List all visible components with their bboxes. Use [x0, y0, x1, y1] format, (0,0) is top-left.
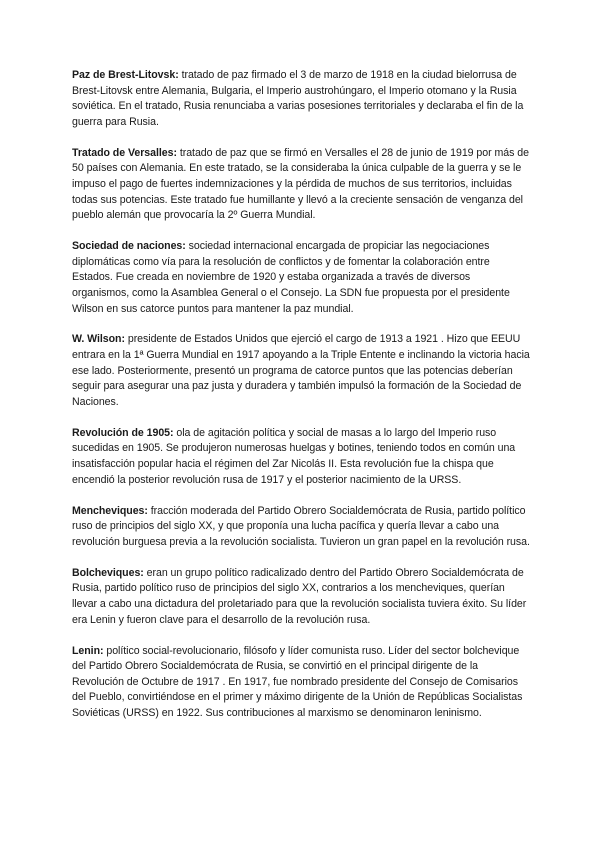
- entry-term: Revolución de 1905:: [72, 426, 174, 439]
- entry-term: Sociedad de naciones:: [72, 240, 186, 253]
- entry-term: Mencheviques:: [72, 504, 148, 517]
- entry-revolucion-1905: [72, 426, 530, 488]
- entry-term: Lenin:: [72, 644, 104, 657]
- entry-sociedad-naciones: [72, 239, 530, 317]
- entry-mencheviques: [72, 504, 530, 551]
- entry-term: Bolcheviques:: [72, 566, 144, 579]
- entry-brest-litovsk: [72, 68, 530, 130]
- entry-bolcheviques: [72, 566, 530, 628]
- entry-definition: eran un grupo político radicalizado dentro del Partido Obrero Socialdemócrata de Rusia, partido político ruso de principios del siglo XX, contrarios a los mencheviques, querían llevar a cabo una dictadura del proletariado para que la revolución socialista tuviera éxito. Su líder era Lenin y fueron clave para el desarrollo de la revolución rusa.: [72, 566, 527, 626]
- entry-definition: ola de agitación política y social de masas a lo largo del Imperio ruso sucedidas en 1905. Se produjeron numerosas huelgas y botines, teniendo todos en común una insatisfacción popular hacia el régimen del Zar Nicolás II. Esta revolución fue la chispa que encendió la posterior revolución rusa de 1917 y el posterior nacimiento de la URSS.: [72, 426, 516, 486]
- document-body: [72, 68, 530, 737]
- entry-lenin: [72, 644, 530, 722]
- entry-definition: tratado de paz que se firmó en Versalles el 28 de junio de 1919 por más de 50 países con Alemania. En este tratado, se la consideraba la única culpable de la guerra y se le impuso el pago de fuertes indemnizaciones y la pérdida de muchos de sus territorios, incluidas todas sus potencias. Este tratado fue humillante y llevó a la creciente sensación de venganza del pueblo alemán que provocaría la 2º Guerra Mundial.: [72, 146, 529, 222]
- entry-term: Tratado de Versalles:: [72, 146, 177, 159]
- entry-term: W. Wilson:: [72, 333, 125, 346]
- entry-definition: tratado de paz firmado el 3 de marzo de 1918 en la ciudad bielorrusa de Brest-Litovsk entre Alemania, Bulgaria, el Imperio austrohúngaro, el Imperio otomano y la Rusia soviética. En el tratado, Rusia renunciaba a varias posesiones territoriales y declaraba el fin de la guerra para Rusia.: [72, 69, 524, 128]
- entry-tratado-versalles: [72, 146, 530, 224]
- entry-definition: fracción moderada del Partido Obrero Socialdemócrata de Rusia, partido político ruso de principios del siglo XX, y que proponía una lucha pacífica y quería llevar a cabo una revolución burguesa previa a la revolución socialista. Tuvieron un gran papel en la revolución rusa.: [72, 504, 530, 548]
- entry-wilson: [72, 332, 530, 410]
- entry-definition: presidente de Estados Unidos que ejerció el cargo de 1913 a 1921 . Hizo que EEUU entrara en la 1ª Guerra Mundial en 1917 apoyando a la Triple Entente e inclinando la victoria hacia ese lado. Posteriormente, presentó un programa de catorce puntos que las potencias deberían seguir para asegurar una paz justa y duradera y también impulsó la formación de la Sociedad de Naciones.: [72, 333, 530, 408]
- entry-definition: político social-revolucionario, filósofo y líder comunista ruso. Líder del sector bolchevique del Partido Obrero Socialdemócrata de Rusia, se convirtió en el principal dirigente de la Revolución de Octubre de 1917 . En 1917, fue nombrado presidente del Consejo de Comisarios del Pueblo, convirtiéndose en el primer y máximo dirigente de la Unión de Repúblicas Socialistas Soviéticas (URSS) en 1922. Sus contribuciones al marxismo se denominaron leninismo.: [72, 644, 523, 719]
- entry-definition: sociedad internacional encargada de propiciar las negociaciones diplomáticas como vía para la resolución de conflictos y de fomentar la colaboración entre Estados. Fue creada en noviembre de 1920 y estaba organizada a través de diversos organismos, como la Asamblea General o el Consejo. La SDN fue propuesta por el presidente Wilson en sus catorce puntos para mantener la paz mundial.: [72, 240, 510, 315]
- entry-term: Paz de Brest-Litovsk:: [72, 69, 179, 81]
